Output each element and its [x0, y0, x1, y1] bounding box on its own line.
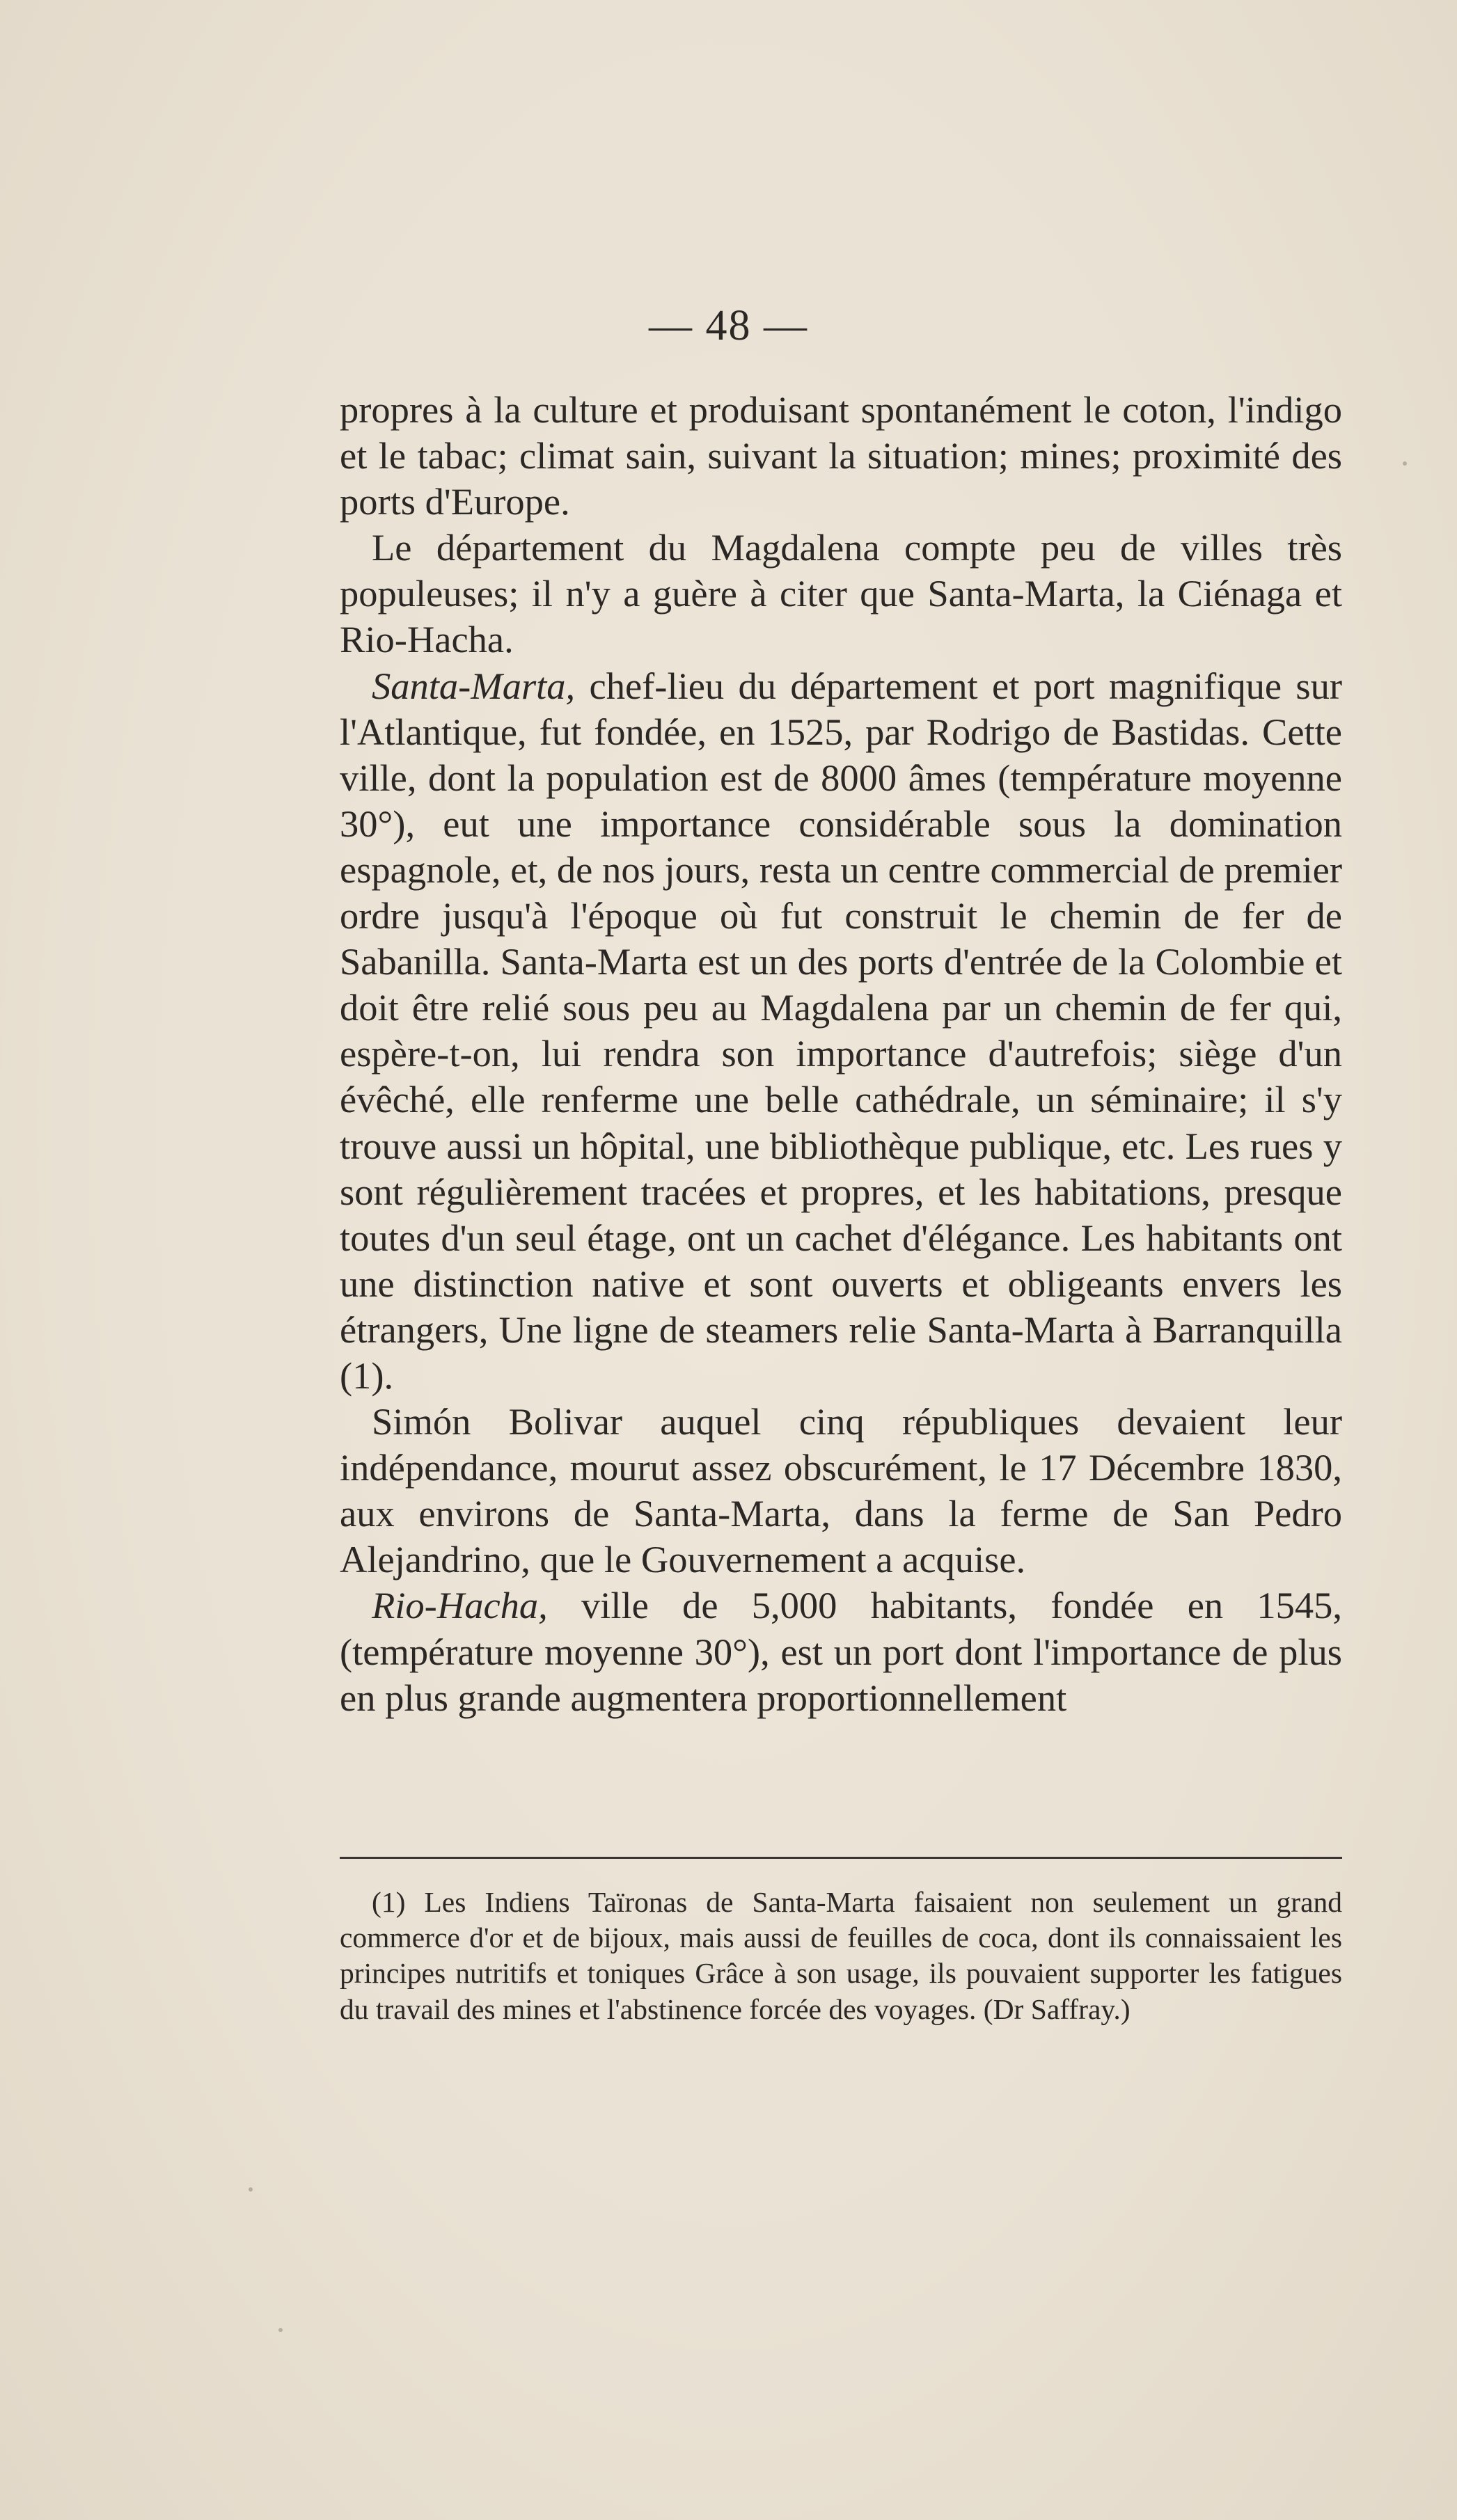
- paragraph-bolivar: [340, 1399, 1342, 1583]
- page-number: — 48 —: [649, 302, 808, 349]
- paragraph-santa-marta: [340, 663, 1342, 1400]
- paragraph-2-text: Le département du Magdalena compte peu de villes très populeuses; il n'y a guère à citer que Santa-Marta, la Ciénaga et Rio-Hacha.: [340, 526, 1342, 661]
- paper-speck: [1403, 461, 1407, 466]
- paragraph-2: [340, 525, 1342, 663]
- footnote-divider: [340, 1857, 1342, 1859]
- rio-hacha-lead: Rio-Hacha,: [372, 1584, 548, 1627]
- footnote-paragraph: [340, 1885, 1342, 2027]
- paper-speck: [249, 2187, 253, 2192]
- santa-marta-text: chef-lieu du département et port magnifique sur l'Atlantique, fut fondée, en 1525, par Rodrigo de Bastidas. Cette ville, dont la population est de 8000 âmes (température moyenne 30°), eut une importance considérable sous la domination espagnole, et, de nos jours, resta un centre commercial de premier ordre jusqu'à l'époque où fut construit le chemin de fer de Sabanilla. Santa-Marta est un des ports d'entrée de la Colombie et doit être relié sous peu au Magdalena par un chemin de fer qui, espère-t-on, lui rendra son importance d'autrefois; siège d'un évêché, elle renferme une belle cathédrale, un séminaire; il s'y trouve aussi un hôpital, une bibliothèque publique, etc. Les rues y sont régulièrement tracées et propres, et les habitations, presque toutes d'un seul étage, ont un cachet d'élégance. Les habitants ont une distinction native et sont ouverts et obligeants envers les étrangers, Une ligne de steamers relie Santa-Marta à Barranquilla (1).: [340, 664, 1342, 1397]
- paragraph-1-text: propres à la culture et produisant spontanément le coton, l'indigo et le tabac; climat sain, suivant la situation; mines; proximité des ports d'Europe.: [340, 388, 1342, 523]
- rio-hacha-text: ville de 5,000 habitants, fondée en 1545, (température moyenne 30°), est un port dont l'importance de plus en plus grande augmentera proportionnellement: [340, 1584, 1342, 1719]
- santa-marta-lead: Santa-Marta,: [372, 664, 576, 707]
- footnote-text: (1) Les Indiens Taïronas de Santa-Marta faisaient non seulement un grand commerce d'or et de bijoux, mais aussi de feuilles de coca, dont ils connaissaient les principes nutritifs et toniques Grâce à son usage, ils pouvaient supporter les fatigues du travail des mines et l'abstinence forcée des voyages. (Dr Saffray.): [340, 1886, 1342, 2025]
- paragraph-rio-hacha: [340, 1583, 1342, 1720]
- paragraph-1: [340, 387, 1342, 525]
- body-text: [340, 387, 1342, 1721]
- bolivar-text: Simón Bolivar auquel cinq républiques devaient leur indépendance, mourut assez obscurément, le 17 Décembre 1830, aux environs de Santa-Marta, dans la ferme de San Pedro Alejandrino, que le Gouvernement a acquise.: [340, 1400, 1342, 1581]
- paper-speck: [278, 2328, 283, 2332]
- footnote: [340, 1885, 1342, 2027]
